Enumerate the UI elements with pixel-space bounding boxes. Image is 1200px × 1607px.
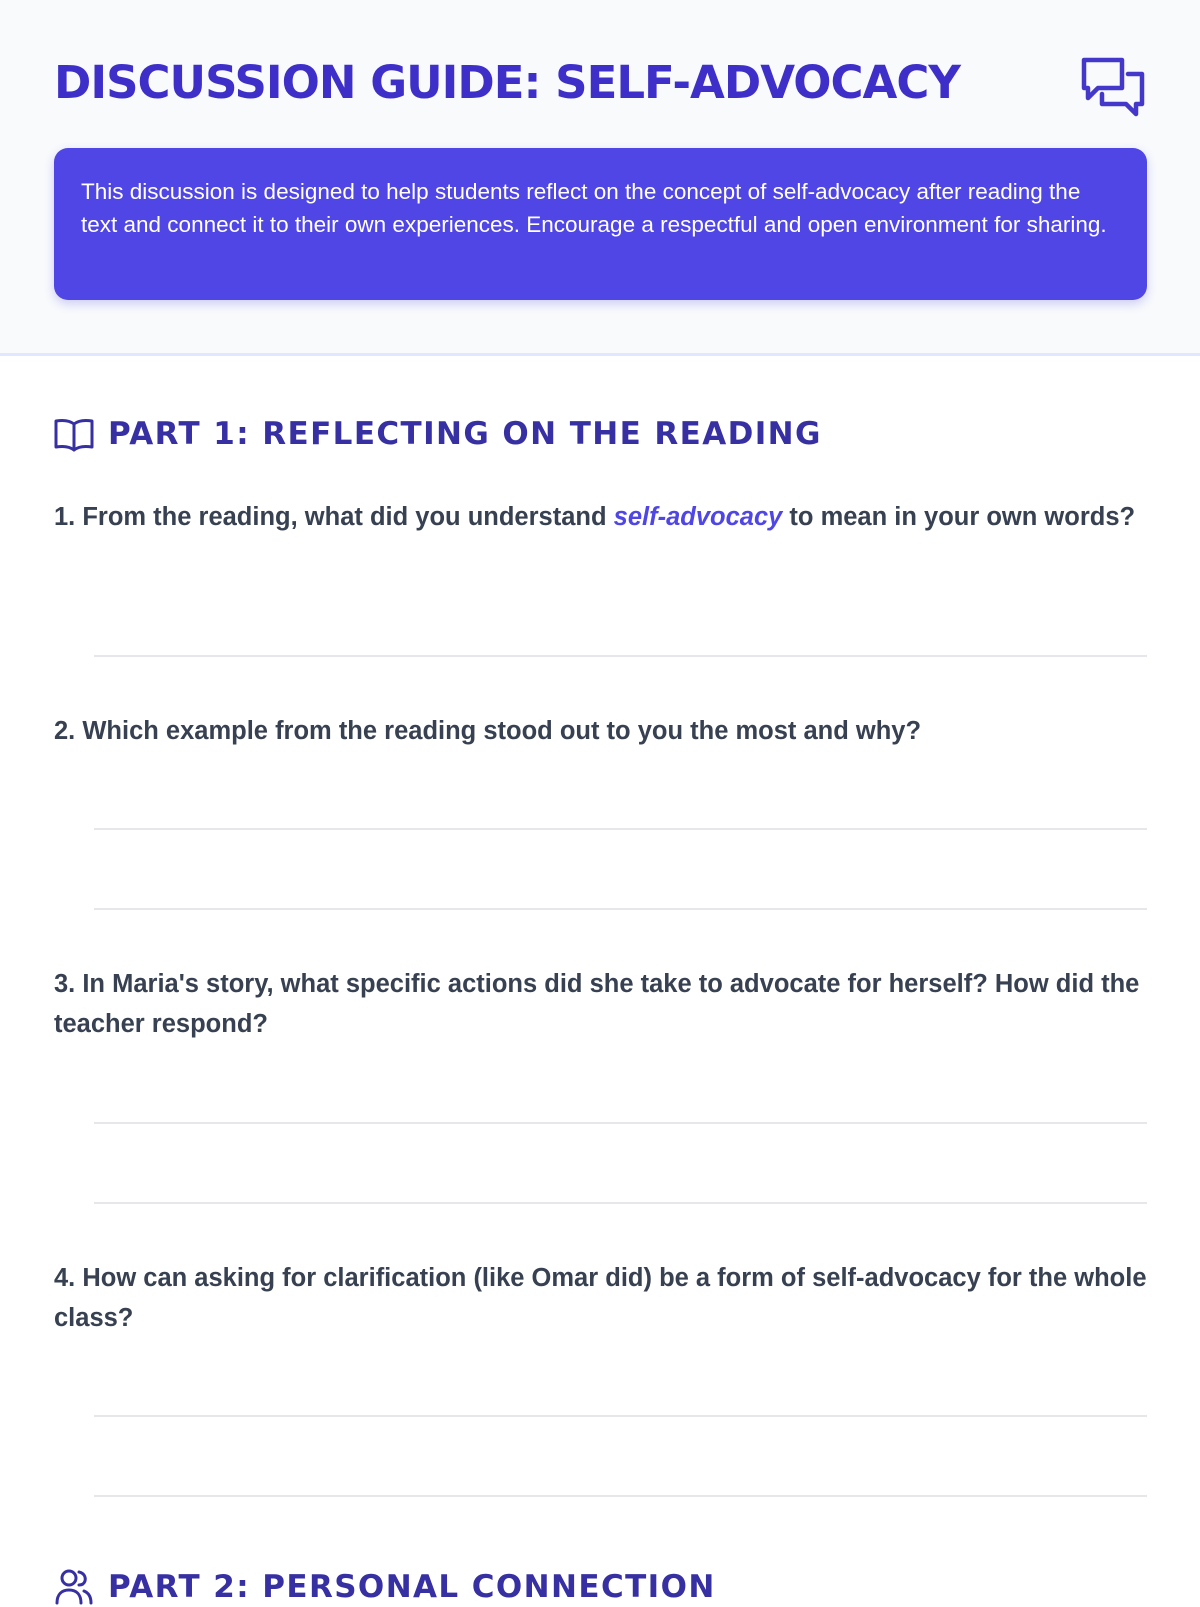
intro-callout: This discussion is designed to help students reflect on the concept of self-advocacy after reading the text and connect it to their own experiences. Encourage a respectful and open environment for sharing.	[54, 148, 1147, 300]
question-2: 2. Which example from the reading stood out to you the most and why?	[54, 717, 922, 745]
part1-heading-label: PART 1: REFLECTING ON THE READING	[108, 416, 822, 452]
question-3: 3. In Maria's story, what specific actions did she take to advocate for herself? How did the teacher respond?	[54, 970, 1140, 1038]
question-1-text: 1. From the reading, what did you understand	[54, 503, 614, 531]
question-1-key-term: self-advocacy	[613, 503, 783, 531]
part1-heading	[54, 414, 822, 454]
question-4: 4. How can asking for clarification (like Omar did) be a form of self-advocacy for the whole class?	[54, 1264, 1147, 1332]
answer-line[interactable]	[94, 1122, 1147, 1124]
part2-heading	[54, 1567, 716, 1607]
chat-bubbles-icon	[1080, 54, 1146, 120]
answer-line[interactable]	[94, 1202, 1147, 1204]
question-1-text-end: to mean in your own words?	[782, 503, 1136, 531]
guide-header	[0, 0, 1200, 356]
users-icon	[54, 1567, 94, 1607]
answer-line[interactable]	[94, 908, 1147, 910]
question-1	[54, 497, 1154, 537]
page-title: DISCUSSION GUIDE: SELF-ADVOCACY	[54, 56, 960, 109]
part2-heading-label: PART 2: PERSONAL CONNECTION	[108, 1569, 716, 1605]
answer-line[interactable]	[94, 1415, 1147, 1417]
answer-line[interactable]	[94, 828, 1147, 830]
answer-line[interactable]	[94, 1495, 1147, 1497]
answer-line[interactable]	[94, 655, 1147, 657]
open-book-icon	[54, 414, 94, 454]
